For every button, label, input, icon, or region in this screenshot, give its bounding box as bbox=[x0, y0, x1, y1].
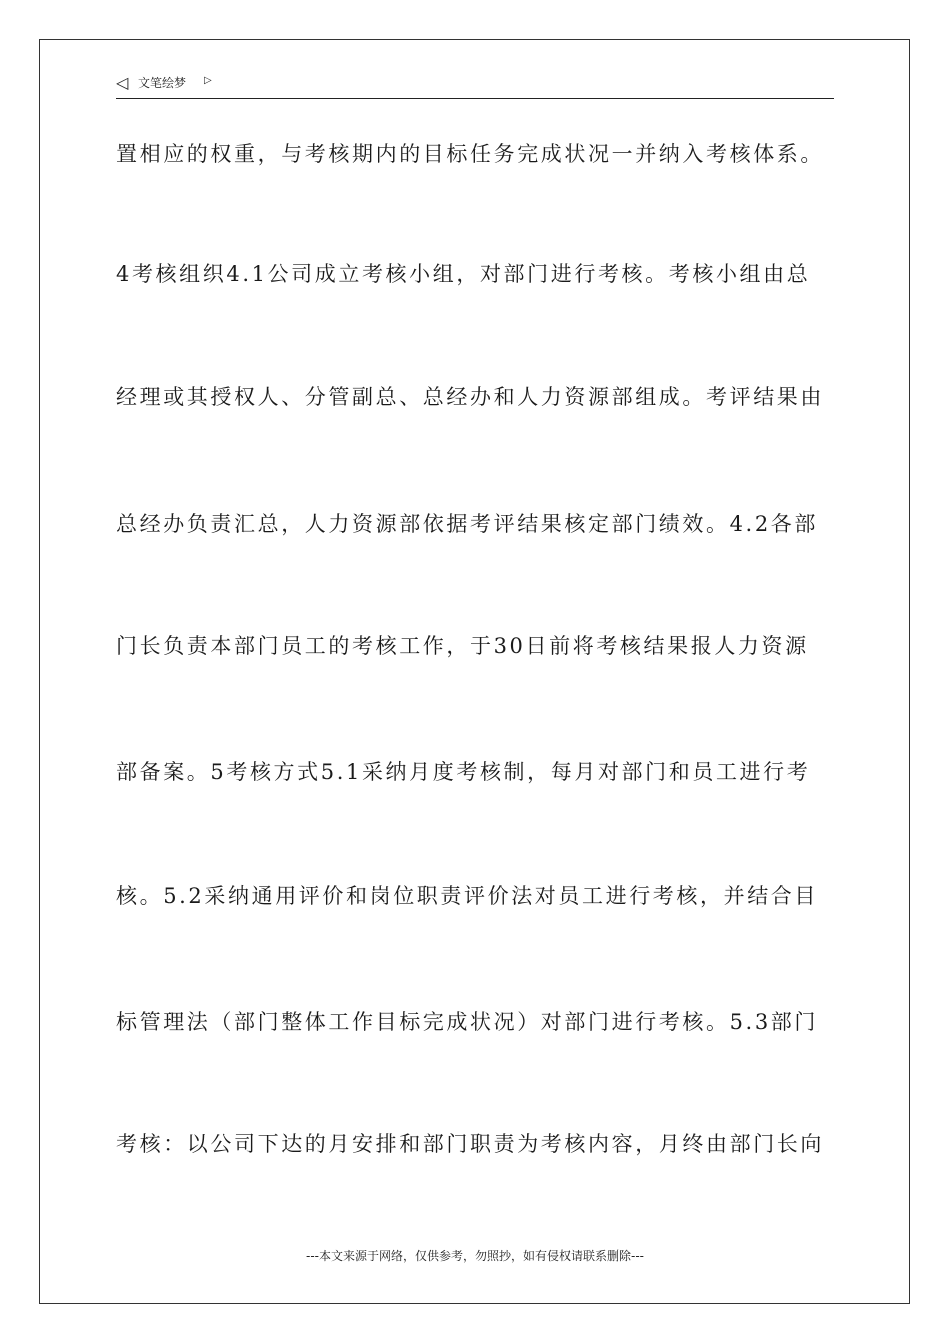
page-footer: ---本文来源于网络，仅供参考，勿照抄，如有侵权请联系删除--- bbox=[306, 1249, 644, 1263]
page-border bbox=[39, 39, 910, 1304]
body-line-1: 置相应的权重，与考核期内的目标任务完成状况一并纳入考核体系。 bbox=[116, 142, 824, 166]
body-line-2: 4考核组织4.1公司成立考核小组，对部门进行考核。考核小组由总 bbox=[116, 262, 811, 286]
body-line-8: 标管理法（部门整体工作目标完成状况）对部门进行考核。5.3部门 bbox=[116, 1010, 818, 1034]
body-line-9: 考核：以公司下达的月安排和部门职责为考核内容，月终由部门长向 bbox=[116, 1132, 824, 1156]
body-line-3: 经理或其授权人、分管副总、总经办和人力资源部组成。考评结果由 bbox=[116, 385, 824, 409]
triangle-left-icon: ◁ bbox=[116, 73, 129, 92]
header-title: 文笔绘梦 bbox=[138, 76, 187, 90]
triangle-right-icon: ▷ bbox=[204, 75, 212, 86]
body-line-6: 部备案。5考核方式5.1采纳月度考核制，每月对部门和员工进行考 bbox=[116, 760, 811, 784]
body-line-4: 总经办负责汇总，人力资源部依据考评结果核定部门绩效。4.2各部 bbox=[116, 512, 818, 536]
page-header bbox=[116, 74, 834, 99]
body-line-7: 核。5.2采纳通用评价和岗位职责评价法对员工进行考核，并结合目 bbox=[116, 884, 818, 908]
body-line-5: 门长负责本部门员工的考核工作，于30日前将考核结果报人力资源 bbox=[116, 634, 809, 658]
